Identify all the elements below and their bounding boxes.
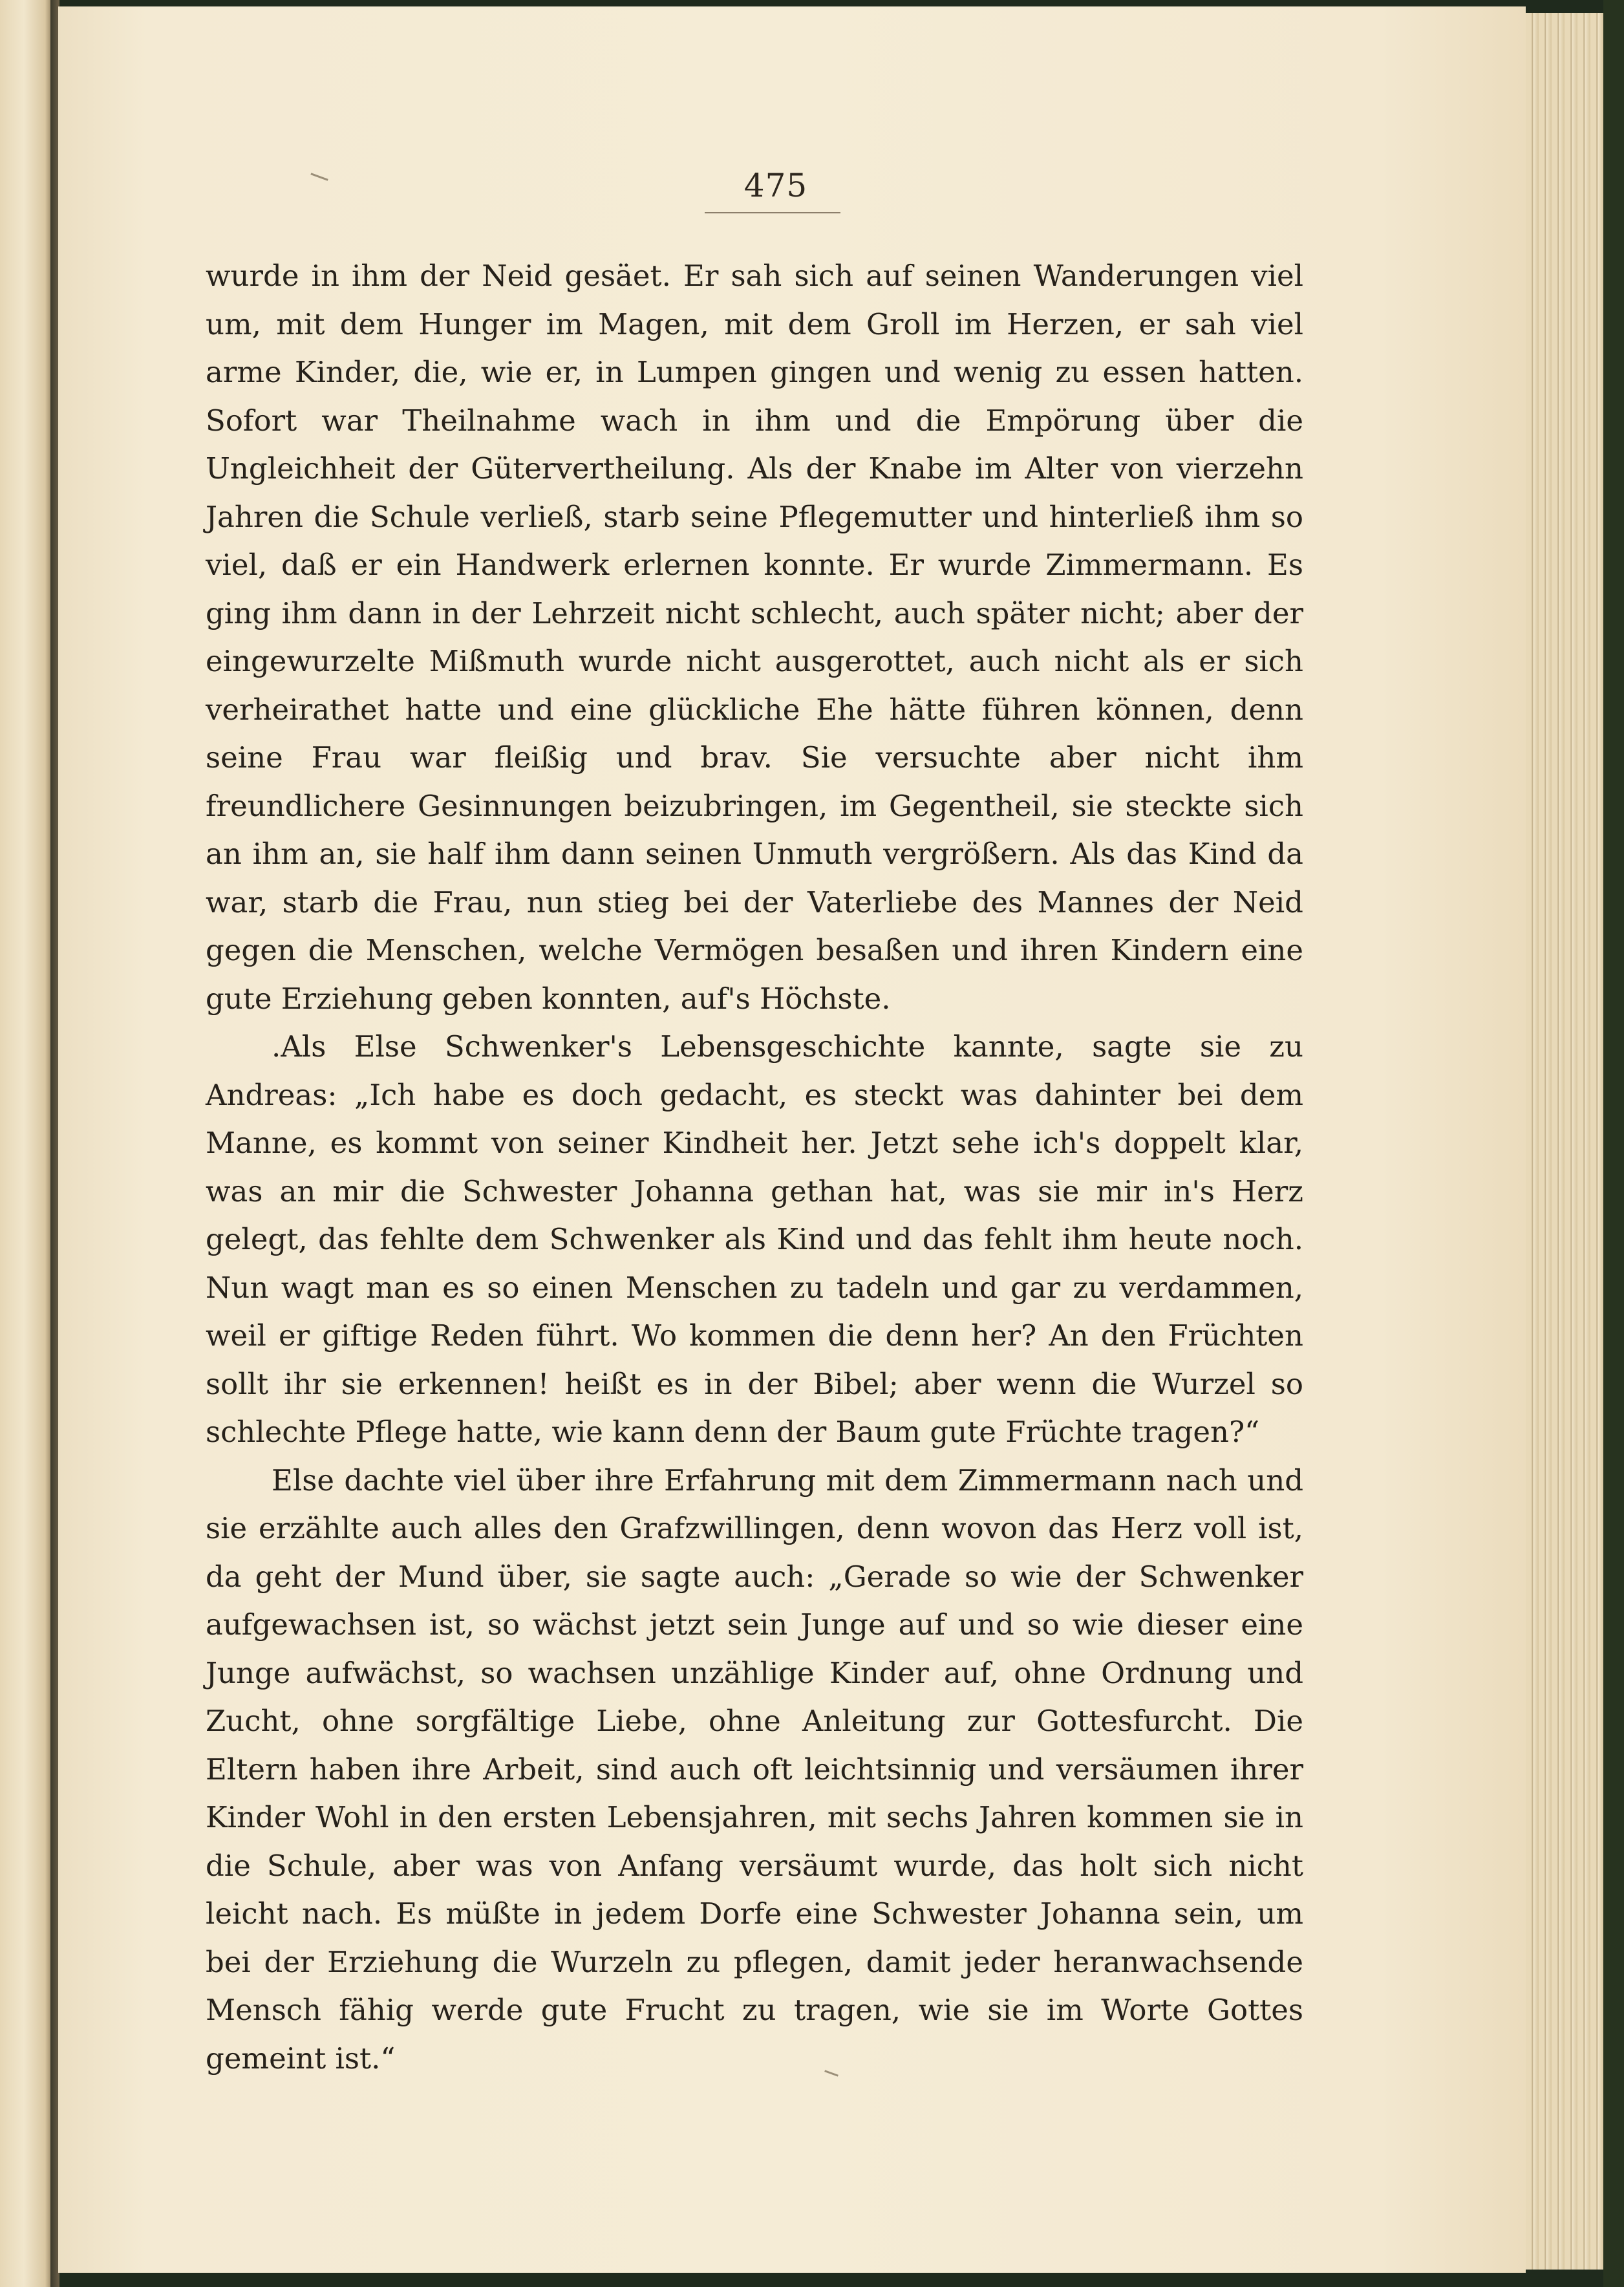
paper-speck	[310, 173, 328, 180]
paragraph: .Als Else Schwenker's Lebensgeschichte kannte, sagte sie zu Andreas: „Ich habe es doch gedacht, es steckt was dahinter bei dem Manne, es kommt von seiner Kindheit her. Jetzt sehe ich's doppelt klar, was an mir die Schwester Johanna gethan hat, was sie mir in's Herz gelegt, das fehlte dem Schwenker als Kind und das fehlt ihm heute noch. Nun wagt man es so einen Menschen zu tadeln und gar zu verdammen, weil er giftige Reden führt. Wo kommen die denn her? An den Früchten sollt ihr sie erkennen! heißt es in der Bibel; aber wenn die Wurzel so schlechte Pflege hatte, wie kann denn der Baum gute Früchte tragen?“	[206, 1029, 1303, 1449]
page-number-rule	[705, 212, 840, 213]
book-page	[58, 6, 1526, 2273]
paragraph: Else dachte viel über ihre Erfahrung mit dem Zimmermann nach und sie erzählte auch alles den Grafzwillingen, denn wovon das Herz voll ist, da geht der Mund über, sie sagte auch: „Gerade so wie der Schwenker aufgewachsen ist, so wächst jetzt sein Junge auf und so wie dieser eine Junge aufwächst, so wachsen unzählige Kinder auf, ohne Ordnung und Zucht, ohne sorgfältige Liebe, ohne Anleitung zur Gottesfurcht. Die Eltern haben ihre Arbeit, sind auch oft leichtsinnig und versäumen ihrer Kinder Wohl in den ersten Lebensjahren, mit sechs Jahren kommen sie in die Schule, aber was von Anfang versäumt wurde, das holt sich nicht leicht nach. Es müßte in jedem Dorfe eine Schwester Johanna sein, um bei der Erziehung die Wurzeln zu pflegen, damit jeder heranwachsende Mensch fähig werde gute Frucht zu tragen, wie sie im Worte Gottes gemeint ist.“	[206, 1463, 1303, 2076]
page-number: 475	[743, 167, 808, 204]
previous-page-edge	[0, 0, 53, 2287]
background-edge	[1603, 0, 1624, 2287]
paragraph: wurde in ihm der Neid gesäet. Er sah sich auf seinen Wanderungen viel um, mit dem Hunger im Magen, mit dem Groll im Herzen, er sah viel arme Kinder, die, wie er, in Lumpen gingen und wenig zu essen hatten. Sofort war Theilnahme wach in ihm und die Empörung über die Ungleichheit der Gütervertheilung. Als der Knabe im Alter von vierzehn Jahren die Schule verließ, starb seine Pflegemutter und hinterließ ihm so viel, daß er ein Handwerk erlernen konnte. Er wurde Zimmermann. Es ging ihm dann in der Lehrzeit nicht schlecht, auch später nicht; aber der eingewurzelte Mißmuth wurde nicht ausgerottet, auch nicht als er sich verheirathet hatte und eine glückliche Ehe hätte führen können, denn seine Frau war fleißig und brav. Sie versuchte aber nicht ihm freundlichere Gesinnungen beizubringen, im Gegentheil, sie steckte sich an ihm an, sie half ihm dann seinen Unmuth vergrößern. Als das Kind da war, starb die Frau, nun stieg bei der Vaterliebe des Mannes der Neid gegen die Menschen, welche Vermögen besaßen und ihren Kindern eine gute Erziehung geben konnten, auf's Höchste.	[206, 259, 1303, 1016]
page-block-edges	[1526, 13, 1603, 2270]
body-text	[206, 252, 1303, 2083]
